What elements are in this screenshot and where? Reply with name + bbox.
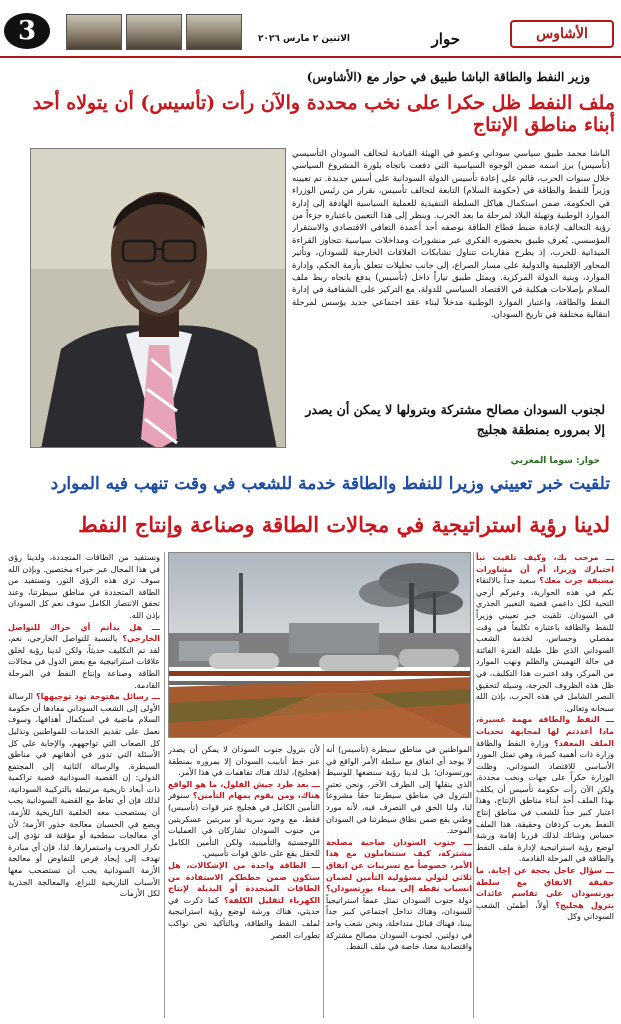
question-text: ـــ هل بدأتم أي حراك للتواصل الخارجي؟ bbox=[8, 622, 160, 644]
column-divider bbox=[473, 552, 474, 1018]
column-middle-left bbox=[168, 744, 320, 1018]
issue-date: الاثنين ٢ مارس ٢٠٢٦ bbox=[257, 34, 350, 44]
red-headline: لدينا رؤية استراتيجية في مجالات الطاقة وصناعة وإنتاج النفط bbox=[78, 512, 610, 537]
section-label: حوار bbox=[431, 30, 460, 48]
newspaper-logo: الأشاوس bbox=[510, 20, 614, 48]
column-middle-right bbox=[326, 744, 472, 1018]
question-text: ـــ جنوب السودان صاحبة مصلحة مشتركة، كيف ستتعاملون مع هذا الأمر، خصوصاً مع تسريبات عن اتفاق ثلاثي لتولي مسؤولية التأمين لضمان انسياب نفطه إلى ميناء بورتسودان؟ bbox=[326, 837, 472, 894]
answer-text: وزارة النفط والطاقة وزارة ذات أهمية كبيرة، وهي تمثل المورد الأساسي للاقتصاد السوداني، وظلت الوزارة حكراً على جهات ونخب محددة، ولكن الآن رأت حكومة تأسيس أن يكلف بهذا الملف أحد أبناء مناطق الإنتاج، وهذا اعتبار كبير جداً للشعب في مناطق إنتاج النفط بغرب كردفان وحقيقة، هذا الملف حساس وشائك لذلك قررنا إقامة ورشة لوضع رؤية استراتيجية لإدارة ملف النفط والطاقة في المرحلة القادمة. bbox=[476, 738, 614, 864]
column-divider bbox=[323, 744, 324, 1018]
portrait-illustration bbox=[31, 149, 286, 448]
page-number-badge: 3 bbox=[4, 13, 50, 49]
article-headline: ملف النفط ظل حكرا على نخب محددة والآن رأت (تأسيس) أن يتولاه أحد أبناء مناطق الإنتاج bbox=[32, 92, 615, 136]
answer-text: ونستفيد من الطاقات المتجددة، ولدينا رؤى في هذا المجال عبر خبراء مختصين. وبإذن الله سوف ترى هذه الرؤى النور، ونستفيد من الطاقة المتجددة في مناطق سيطرتنا، وعند تحقق الانتصار الكامل سوف نعم كل السودان بإذن الله. bbox=[8, 553, 160, 620]
header-photo-1 bbox=[66, 14, 122, 50]
header-rule bbox=[0, 56, 621, 58]
answer-text: المواطنين في مناطق سيطرة (تأسيس) أنه لا يوجد أي اتفاق مع سلطة الأمر الواقع في بورتسودان؛ بل لدينا رؤية سنضعها للوسيط الذي ينقلها إلى الطرف الآخر، ونحن نعتبر البترول في مناطق سيطرتنا حقاً مشروعاً لنا، ولنا الحق في التصرف فيه، لأنه مورد وطني يقع ضمن نطاق سيطرتنا في السودان الموحد. bbox=[326, 745, 472, 836]
blue-headline: تلقيت خبر تعييني وزيرا للنفط والطاقة خدمة للشعب في وقت تنهب فيه الموارد bbox=[50, 474, 610, 494]
answer-text: سعيد جداً بالالتقاء بكم في هذه الحوارية، وعبركم أزجي التحية لكل داعمي قضية التغيير الجذري في السودان. تلقيت خبر تعييني وزيراً للنفط والطاقة باعتباره تكليفاً في وقت مفصلي وحساس، لخدمة الشعب السوداني الذي ظل طيلة الفترة الفائتة في حالة التهميش والظلم ونهب الموارد من المركز، وقد اعتبرت هذا التكليف، في ظل هذه الظروف الحرجة، وسيلة لتحقيق النصر الشامل في هذه الحرب، بإذن الله سبحانه وتعالى. bbox=[476, 576, 614, 713]
answer-text: الرسالة الأولى إلى الشعب السوداني مفادها أن حكومة السلام ماضية في استكمال أهدافها، وسوف نعمل على تقديم الخدمات للمواطنين وتذليل كل الصعاب التي تواجههم، والإجابة على كل الأسئلة التي تدور في أذهانهم في مناطق السيطرة. والرسالة الثانية إلى المجتمع الدولي: إن القضية السودانية قضية تراكمية ذات أبعاد تاريخية مرتبطة بالتركيبة السودانية، لذلك فإن أي تعاط مع القضية السودانية يجب أن يستصحب معه الخلفية التاريخية للأزمة، ويضع في الحسبان معالجة جذور الأزمة؛ لأن أي معالجات سطحية أو مؤقتة قد تؤدي إلى تكرار الحروب واستمرارها. لذا، فإن أي مبادرة تهدف إلى إيجاد فرص للتفاوض أو معالجة الأزمة السودانية يجب أن تستصحب معها الأسباب التاريخية للنزاع، والمعالجة الجذرية لكل الأزمات bbox=[8, 692, 160, 899]
byline: حوار: سوما المغربي bbox=[510, 456, 600, 466]
answer-text: أولاً، أطمئن الشعب السوداني وكل bbox=[476, 900, 614, 922]
question-text: ـــ الطاقة واحدة من الإشكالات، هل ستكون ضمن خططكم الاستفادة من الطاقات المتجددة أو البديلة لإنتاج الكهرباء لتقليل الكلفة؟ bbox=[168, 860, 320, 905]
answer-text: دولة جنوب السودان تمثل عمقاً استراتيجياً للسودان، وهناك تداخل اجتماعي كبير جداً بيننا، فهناك قبائل متداخلة، ونحن شعب واحد في دولتين. لجنوب السودان مصالح مشتركة واقتصادية معنا، خاصة في ملف النفط. bbox=[326, 895, 472, 952]
minister-portrait bbox=[30, 148, 286, 448]
question-text: ـــ النفط والطاقة مهمة عسيرة، ماذا أعددتم لها لمجابهة تحديات الملف المعقد؟ bbox=[476, 715, 614, 748]
question-text: ـــ بعد طرد جيش الفلول، ما هو الواقع هناك، ومن يقوم بمهام التأمين؟ bbox=[168, 779, 320, 801]
question-text: ـــ سؤال عاجل بحجة عن إجابة. ما حقيقة الاتفاق مع سلطة بورتسودان على تقاسم عائدات بترول هجليج؟ bbox=[476, 866, 614, 910]
answer-text: سنوفر التأمين الكامل في هجليج عبر قوات (تأسيس) فقط، مع وجود سرية أو سريتين عسكريتين من جنوب السودان تشاركان في العمليات اللوجستية والتأمينية، ولكن التأمين الكامل للحقل يقع على عاتق قوات تأسيس. bbox=[168, 791, 320, 859]
question-text: ـــ رسائل مفتوحة تود توجيهها؟ bbox=[36, 692, 160, 702]
header-photo-2 bbox=[126, 14, 182, 50]
pull-quote: لجنوب السودان مصالح مشتركة وبترولها لا يمكن أن يصدر إلا بمروره بمنطقة هجليج bbox=[305, 402, 605, 437]
answer-text: كما ذكرت في حديثي، هناك ورشة لوضع رؤية استراتيجية لملف النفط والطاقة، وبالتأكيد نحن نواكب تطورات العصر bbox=[168, 895, 320, 940]
article-intro: الباشا محمد طبيق سياسي سوداني وعضو في الهيئة القيادية لتحالف السودان التأسيسي (تأسيس) برز اسمه ضمن الوجوه السياسية التي دفعت باتجاه بلورة المشروع السياسي خلال سنوات الحرب، قائم على إعادة تأسيس الدولة السودانية على أسس جديدة. تم تعيينه وزيراً للنفط والطاقة في (حكومة السلام) التابعة لتحالف تأسيس، بقرار من رئيس الوزراء في الحكومة، ضمن استكمال هياكل السلطة التنفيذية للعملية السياسية الهادفة إلى إدارة الموارد الوطنية وتهيئة البلاد لمرحلة ما بعد الحرب. وينظر إلى هذا التعيين باعتباره جزءاً من رؤية التحالف لإعادة ضبط قطاع الطاقة بوصفه أحد أعمدة التعافي الاقتصادي والاستقرار المؤسسي. يُعرف طبيق بحضوره الفكري عبر منشورات ومداخلات سياسية تتجاوز القراءة الميدانية للحرب، إذ يطرح مقاربات تتناول تشابكات العلاقات الخارجية للسودان، وتأثير المحاور الإقليمية والدولية على مسار الصراع، إلى جانب تحليلات تتعلق بأزمة الحكم، وإدارة الموارد، وبنية الدولة المركزية. ويمثل طبيق تياراً داخل (تأسيس) يدفع باتجاه ربط ملف السلام بإصلاحات هيكلية في الاقتصاد السياسي للدولة، مع التركيز على الشفافية في إدارة النفط والطاقة، واعتبار الموارد الوطنية مدخلاً لبناء عقد اجتماعي جديد يؤسس لمرحلة انتقالية مختلفة في تاريخ السودان. bbox=[292, 149, 610, 321]
answer-text: لأن بترول جنوب السودان لا يمكن أن يصدر عبر خط أنابيب السودان إلا بمروره بمنطقة (هجليج)، لذلك هناك تفاهمات في هذا الأمر. bbox=[168, 745, 320, 778]
header-photo-3 bbox=[186, 14, 242, 50]
column-divider bbox=[164, 552, 165, 1018]
oil-field-illustration bbox=[169, 553, 471, 738]
oil-field-photo bbox=[168, 552, 471, 738]
masthead bbox=[0, 0, 621, 56]
answer-text: بالنسبة للتواصل الخارجي، نعم، لقد تم التكليف حديثاً، ولكن لدينا رؤية لخلق علاقات استراتيجية مع بعض الدول في مجالات الطاقة وصناعة وإنتاج النفط في المرحلة القادمة. bbox=[8, 634, 160, 690]
article-subhead: وزير النفط والطاقة الباشا طبيق في حوار مع (الأشاوس) bbox=[306, 70, 590, 84]
question-text: ـــ مرحب بك، وكيف تلقيت نبأ اختيارك وزيرا، أم أن مشاورات مسبقة جرت معك؟ bbox=[476, 553, 614, 586]
column-right bbox=[476, 552, 614, 1018]
column-left bbox=[8, 552, 160, 1018]
